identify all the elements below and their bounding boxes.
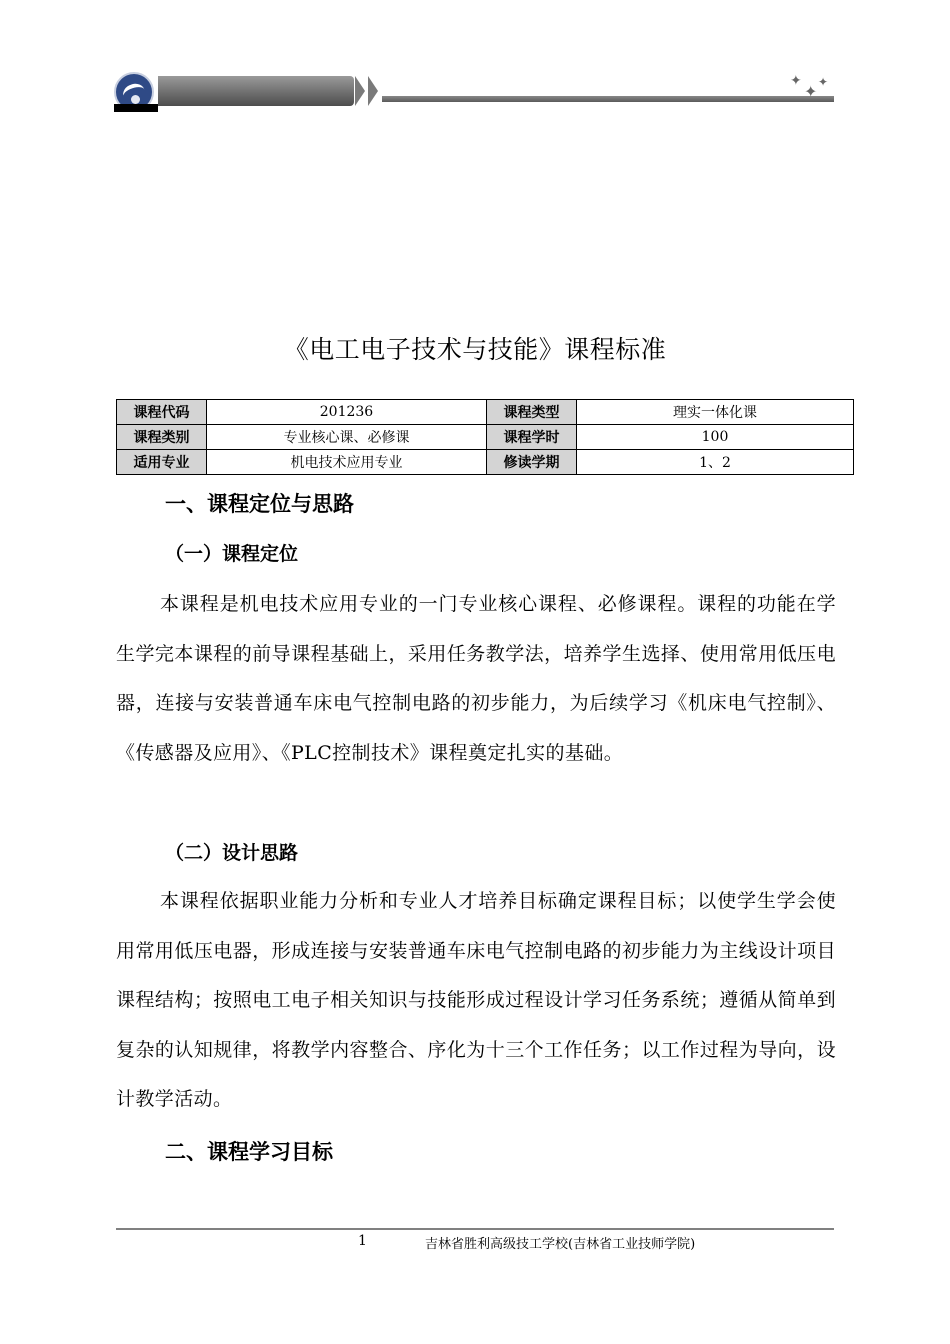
value-course-code: 201236: [207, 400, 487, 425]
subsection-heading-1: （一）课程定位: [165, 543, 299, 565]
course-info-table: [116, 399, 854, 475]
label-course-type: 课程类型: [487, 400, 577, 425]
sparkle-icon: ✦: [818, 75, 829, 89]
label-course-category: 课程类别: [117, 425, 207, 450]
table-row: [117, 450, 854, 475]
chevron-right-icon: [355, 76, 365, 106]
sparkle-icon: ✦: [804, 82, 818, 101]
section-heading-1: 一、课程定位与思路: [165, 492, 354, 516]
value-course-hours: 100: [577, 425, 854, 450]
label-course-hours: 课程学时: [487, 425, 577, 450]
label-major: 适用专业: [117, 450, 207, 475]
table-row: [117, 400, 854, 425]
footer-rule: [116, 1228, 834, 1230]
sparkle-icon: ✦: [790, 73, 802, 89]
value-course-type: 理实一体化课: [577, 400, 854, 425]
section-heading-2: 二、课程学习目标: [165, 1140, 333, 1164]
document-title: 《电工电子技术与技能》课程标准: [283, 335, 667, 364]
page-number: 1: [358, 1233, 367, 1249]
paragraph-course-positioning: 本课程是机电技术应用专业的一门专业核心课程、必修课程。课程的功能在学生学完本课程的前导课程基础上，采用任务教学法，培养学生选择、使用常用低压电器，连接与安装普通车床电气控制电路的初步能力，为后续学习《机床电气控制》、《传感器及应用》、《PLC控制技术》课程奠定扎实的基础。: [116, 593, 836, 764]
value-major: 机电技术应用专业: [207, 450, 487, 475]
chevron-right-icon: [368, 76, 378, 106]
paragraph-design-ideas: 本课程依据职业能力分析和专业人才培养目标确定课程目标；以使学生学会使用常用低压电器，形成连接与安装普通车床电气控制电路的初步能力为主线设计项目课程结构；按照电工电子相关知识与技能形成过程设计学习任务系统；遵循从简单到复杂的认知规律，将教学内容整合、序化为十三个工作任务；以工作过程为导向，设计教学活动。: [116, 890, 836, 1110]
page-header: [112, 70, 837, 114]
label-course-code: 课程代码: [117, 400, 207, 425]
value-semester: 1、2: [577, 450, 854, 475]
table-row: [117, 425, 854, 450]
footer-school-name: 吉林省胜利高级技工学校(吉林省工业技师学院): [425, 1237, 696, 1252]
value-course-category: 专业核心课、必修课: [207, 425, 487, 450]
logo-underbar: [114, 104, 158, 112]
subsection-heading-2: （二）设计思路: [165, 842, 299, 864]
label-semester: 修读学期: [487, 450, 577, 475]
header-band: [158, 76, 354, 106]
header-rule: [382, 96, 834, 102]
